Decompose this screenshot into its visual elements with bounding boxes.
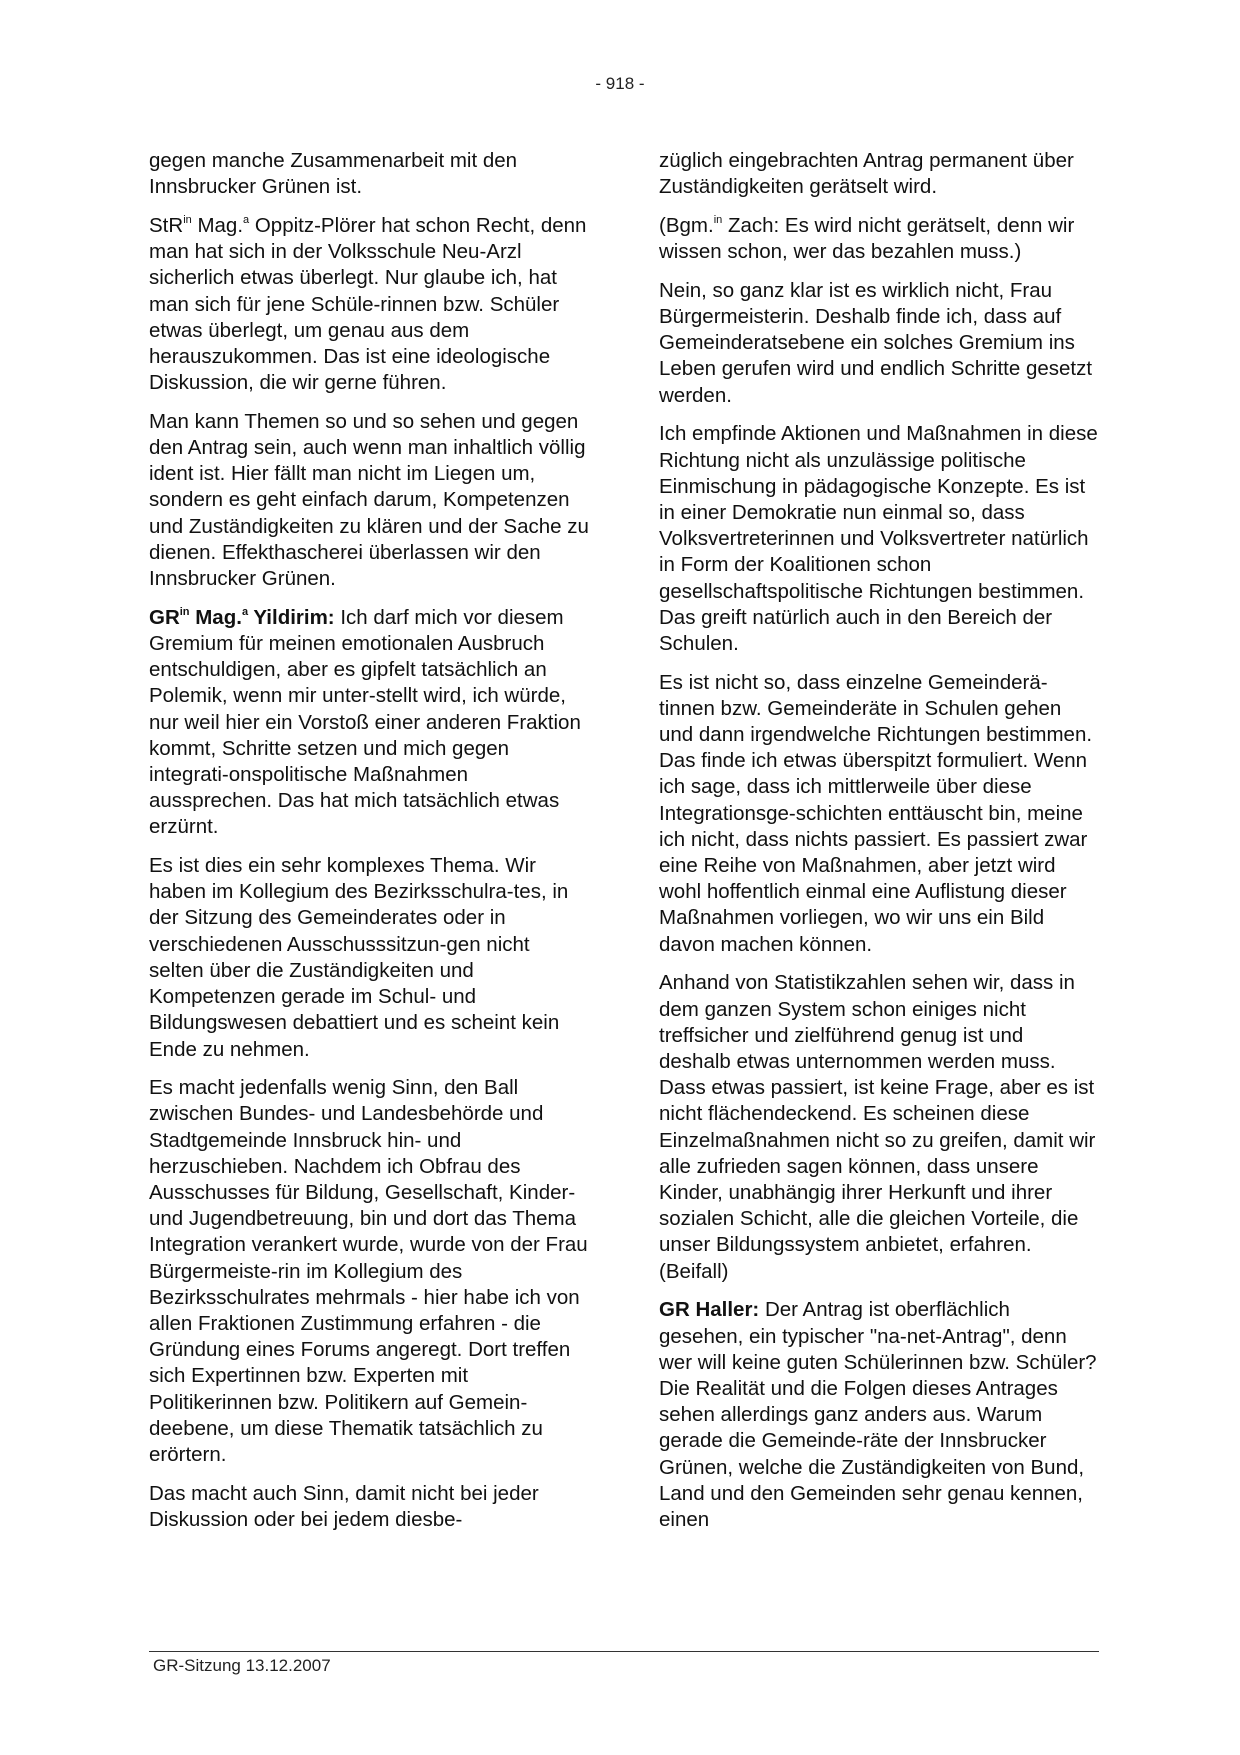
speaker-name: Yildirim: — [248, 605, 335, 629]
footer-session-date: GR-Sitzung 13.12.2007 — [153, 1656, 331, 1675]
superscript: in — [179, 605, 190, 618]
superscript: a — [241, 605, 249, 618]
paragraph: Es macht jedenfalls wenig Sinn, den Ball zwischen Bundes- und Landesbehörde und Stadtgemeinde Innsbruck hin- und herzuschieben. Nachdem ich Obfrau des Ausschusses für Bildung, Gesellschaft, Kinder- und Jugendbetreuung, bin und dort das Thema Integration verankert wurde, wurde von der Frau Bürgermeiste-rin im Kollegium des Bezirksschulrates mehrmals - hier habe ich von allen Fraktionen Zustimmung erfahren - die Gründung eines Forums angeregt. Dort treffen sich Expertinnen bzw. Experten mit Politikerinnen bzw. Politikern auf Gemein-deebene, um diese Thematik tatsächlich zu erörtern. — [149, 1076, 588, 1467]
superscript: in — [713, 213, 723, 226]
speaker-name: GR Haller: — [659, 1298, 760, 1322]
paragraph: Ich empfinde Aktionen und Maßnahmen in diese Richtung nicht als unzulässige politische Einmischung in pädagogische Konzepte. Es ist in einer Demokratie nun einmal so, dass Volksvertreterinnen und Volksvertreter natürlich in Form der Koalitionen schon gesellschaftspolitische Richtungen bestimmen. Das greift natürlich auch in den Bereich der Schulen. — [659, 422, 1098, 655]
left-column — [149, 148, 589, 1546]
speaker-title: Mag. — [191, 213, 244, 237]
paragraph — [659, 1297, 1099, 1533]
paragraph-text: Der Antrag ist oberflächlich gesehen, ein typischer "na-net-Antrag", denn wer will keine guten Schülerinnen bzw. Schüler? Die Realität und die Folgen dieses Antrages sehen allerdings ganz anders aus. Warum gerade die Gemeinde-räte der Innsbrucker Grünen, welche die Zuständigkeiten von Bund, Land und den Gemeinden sehr genau kennen, einen — [659, 1298, 1097, 1531]
right-column — [659, 148, 1099, 1546]
footer-divider — [149, 1651, 1099, 1652]
paragraph: Es ist dies ein sehr komplexes Thema. Wir haben im Kollegium des Bezirksschulra-tes, in der Sitzung des Gemeinderates oder in verschiedenen Ausschusssitzun-gen nicht selten über die Zuständigkeiten und Kompetenzen gerade im Schul- und Bildungswesen debattiert und es scheint kein Ende zu nehmen. — [149, 854, 569, 1061]
page-number: - 918 - — [595, 74, 645, 93]
paragraph-text: Ich darf mich vor diesem Gremium für meinen emotionalen Ausbruch entschuldigen, aber es gipfelt tatsächlich an Polemik, wenn mir unter-stellt wird, ich würde, nur weil hier ein Vorstoß einer anderen Fraktion kommt, Schritte setzen und mich gegen integrati-onspolitische Maßnahmen aussprechen. Das hat mich tatsächlich etwas erzürnt. — [149, 605, 581, 839]
superscript: a — [243, 213, 250, 226]
speaker-name: GR — [149, 605, 180, 629]
superscript: in — [183, 213, 192, 226]
interjection-prefix: (Bgm. — [659, 213, 714, 237]
paragraph: Es ist nicht so, dass einzelne Gemeinderä-tinnen bzw. Gemeinderäte in Schulen gehen und dann irgendwelche Richtungen bestimmen. Das finde ich etwas überspitzt formuliert. Wenn ich sage, dass ich mittlerweile über diese Integrationsge-schichten enttäuscht bin, meine ich nicht, dass nichts passiert. Es passiert zwar eine Reihe von Maßnahmen, aber jetzt wird wohl hoffentlich einmal eine Auflistung dieser Maßnahmen vorliegen, wo wir uns ein Bild davon machen können. — [659, 670, 1093, 956]
paragraph — [149, 213, 589, 396]
paragraph — [149, 605, 589, 841]
paragraph: gegen manche Zusammenarbeit mit den Innsbrucker Grünen ist. — [149, 149, 518, 199]
paragraph: Anhand von Statistikzahlen sehen wir, dass in dem ganzen System schon einiges nicht treffsicher und zielführend genug ist und deshalb etwas unternommen werden muss. Dass etwas passiert, ist keine Frage, aber es ist nicht flächendeckend. Es scheinen diese Einzelmaßnahmen nicht so zu greifen, damit wir alle zufrieden sagen können, dass unsere Kinder, unabhängig ihrer Herkunft und ihrer sozialen Schicht, alle die gleichen Vorteile, die unser Bildungssystem anbietet, erfahren. (Beifall) — [659, 971, 1096, 1283]
paragraph — [659, 213, 1099, 265]
speaker-title: StR — [149, 213, 184, 237]
paragraph: Nein, so ganz klar ist es wirklich nicht, Frau Bürgermeisterin. Deshalb finde ich, dass auf Gemeinderatsebene ein solches Gremium ins Leben gerufen wird und endlich Schritte gesetzt werden. — [659, 278, 1093, 407]
paragraph-text: Zach: Es wird nicht gerätselt, denn wir wissen schon, wer das bezahlen muss.) — [659, 213, 1075, 264]
paragraph: züglich eingebrachten Antrag permanent über Zuständigkeiten gerätselt wird. — [659, 149, 1074, 199]
paragraph: Das macht auch Sinn, damit nicht bei jeder Diskussion oder bei jedem diesbe- — [149, 1481, 539, 1531]
paragraph: Man kann Themen so und so sehen und gegen den Antrag sein, auch wenn man inhaltlich völlig ident ist. Hier fällt man nicht im Liegen um, sondern es geht einfach darum, Kompetenzen und Zuständigkeiten zu klären und der Sache zu dienen. Effekthascherei überlassen wir den Innsbrucker Grünen. — [149, 409, 589, 591]
paragraph-text: Oppitz-Plörer hat schon Recht, denn man hat sich in der Volksschule Neu-Arzl sicherlich etwas überlegt. Nur glaube ich, hat man sich für jene Schüle-rinnen bzw. Schüler etwas überlegt, um genau aus dem herauszukommen. Das ist eine ideologische Diskussion, die wir gerne führen. — [149, 213, 587, 395]
speaker-name: Mag. — [189, 605, 242, 629]
